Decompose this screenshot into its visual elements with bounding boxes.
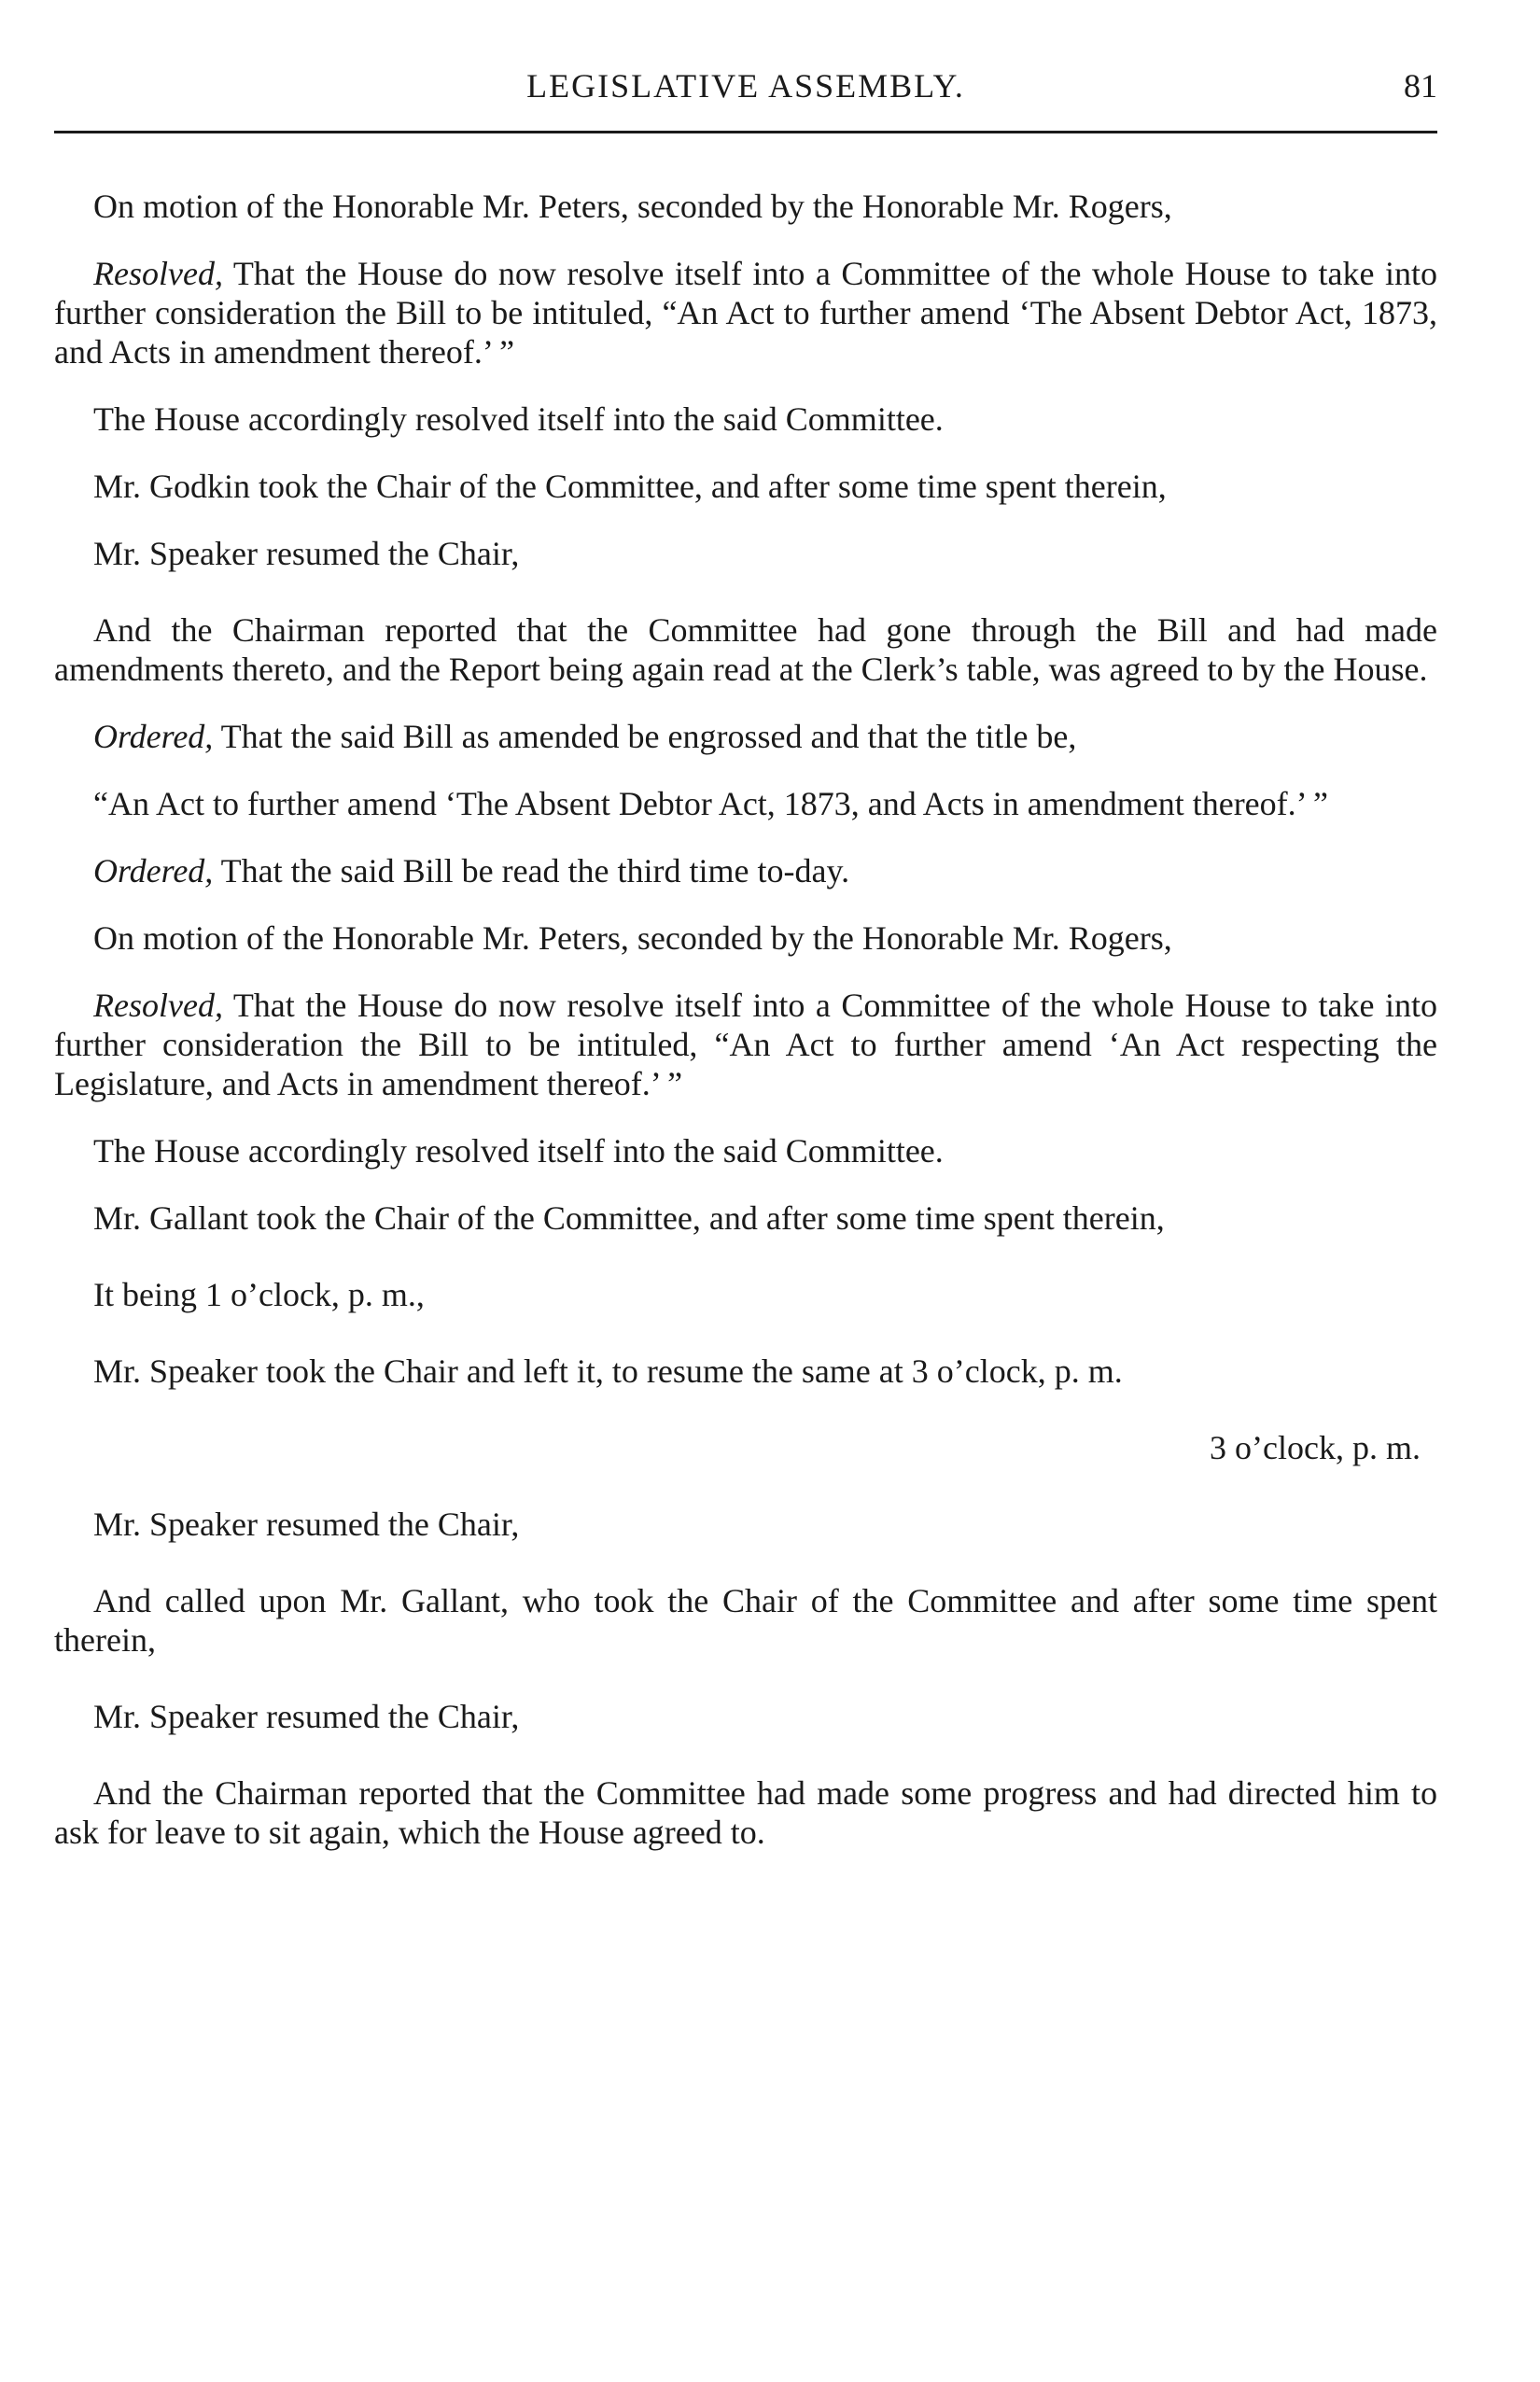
journal-body — [54, 187, 1437, 1880]
paragraph-chair-godkin — [54, 467, 1437, 506]
page-number: 81 — [1404, 67, 1437, 105]
paragraph-text: That the said Bill be read the third time to-day. — [213, 852, 850, 890]
paragraph-text: Mr. Speaker resumed the Chair, — [93, 535, 520, 572]
paragraph-lead: Resolved, — [93, 987, 223, 1024]
paragraph-speaker-left — [54, 1352, 1437, 1391]
paragraph-lead: Ordered, — [93, 718, 214, 755]
paragraph-text: The House accordingly resolved itself into the said Committee. — [93, 1132, 944, 1170]
paragraph-text: On motion of the Honorable Mr. Peters, seconded by the Honorable Mr. Rogers, — [93, 188, 1172, 225]
paragraph-committee-2 — [54, 1131, 1437, 1170]
paragraph-text: Mr. Speaker resumed the Chair, — [93, 1698, 520, 1735]
paragraph-report-1 — [54, 610, 1437, 689]
paragraph-committee-1 — [54, 399, 1437, 439]
paragraph-speaker-resumed-2 — [54, 1505, 1437, 1544]
paragraph-text: And the Chairman reported that the Committee had made some progress and had directed him to ask for leave to sit again, which the House agreed to. — [54, 1774, 1437, 1851]
paragraph-resolution-2 — [54, 986, 1437, 1103]
paragraph-text: “An Act to further amend ‘The Absent Debtor Act, 1873, and Acts in amendment thereof.’ ” — [93, 785, 1328, 822]
paragraph-motion-2 — [54, 918, 1437, 958]
paragraph-text: 3 o’clock, p. m. — [1210, 1429, 1421, 1466]
paragraph-text: And called upon Mr. Gallant, who took the Chair of the Committee and after some time spent therein, — [54, 1582, 1437, 1659]
running-head — [54, 65, 1437, 121]
paragraph-ordered-third-reading — [54, 851, 1437, 890]
header-rule — [54, 131, 1437, 133]
paragraph-lead: Ordered, — [93, 852, 214, 890]
paragraph-text: It being 1 o’clock, p. m., — [93, 1276, 425, 1313]
paragraph-text: Mr. Gallant took the Chair of the Committee, and after some time spent therein, — [93, 1199, 1165, 1237]
paragraph-report-2 — [54, 1773, 1437, 1852]
paragraph-text: Mr. Speaker resumed the Chair, — [93, 1506, 520, 1543]
paragraph-text: That the said Bill as amended be engrossed and that the title be, — [213, 718, 1077, 755]
time-heading — [54, 1428, 1437, 1467]
paragraph-text: And the Chairman reported that the Committee had gone through the Bill and had made amendments thereto, and the Report being again read at the Clerk’s table, was agreed to by the House. — [54, 611, 1437, 688]
paragraph-motion-1 — [54, 187, 1437, 226]
paragraph-called-gallant — [54, 1581, 1437, 1660]
paragraph-one-oclock — [54, 1275, 1437, 1314]
paragraph-text: Mr. Speaker took the Chair and left it, to resume the same at 3 o’clock, p. m. — [93, 1352, 1123, 1390]
paragraph-text: That the House do now resolve itself into a Committee of the whole House to take into further consideration the Bill to be intituled, “An Act to further amend ‘An Act respecting the Legislature, and Acts in amendment thereof.’ ” — [54, 987, 1437, 1102]
paragraph-text: On motion of the Honorable Mr. Peters, seconded by the Honorable Mr. Rogers, — [93, 919, 1172, 957]
paragraph-text: Mr. Godkin took the Chair of the Committee, and after some time spent therein, — [93, 468, 1167, 505]
paragraph-bill-title — [54, 784, 1437, 823]
paragraph-resolution-1 — [54, 254, 1437, 371]
paragraph-speaker-resumed-3 — [54, 1697, 1437, 1736]
paragraph-lead: Resolved, — [93, 255, 223, 292]
paragraph-chair-gallant — [54, 1198, 1437, 1238]
paragraph-text: The House accordingly resolved itself into the said Committee. — [93, 400, 944, 438]
running-title: LEGISLATIVE ASSEMBLY. — [526, 67, 965, 105]
paragraph-ordered-engrossed — [54, 717, 1437, 756]
paragraph-text: That the House do now resolve itself into a Committee of the whole House to take into further consideration the Bill to be intituled, “An Act to further amend ‘The Absent Debtor Act, 1873, and Acts in amendment thereof.’ ” — [54, 255, 1437, 371]
paragraph-speaker-resumed-1 — [54, 534, 1437, 573]
